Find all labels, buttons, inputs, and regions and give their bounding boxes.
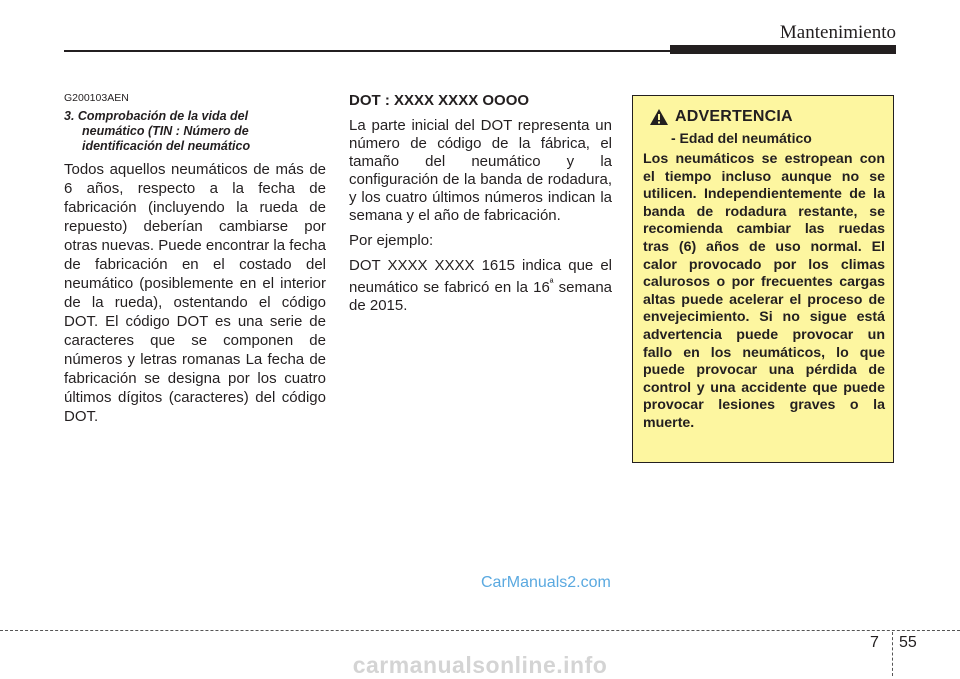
warning-header [649,108,793,126]
dot-example-text: DOT XXXX XXXX 1615 indica que el neumático se fabricó en la 16 [349,257,612,296]
dot-paragraph-1: La parte inicial del DOT representa un número de código de la fábrica, el tamaño del neumático y la configuración de la banda de rodadura, y los cuatro últimos números indican la semana y el año de fabricación. [349,117,612,224]
section-title-line2: neumático (TIN : Número de [82,124,249,138]
dot-heading: DOT : XXXX XXXX OOOO [349,92,530,109]
page-header-title: Mantenimiento [779,22,896,43]
ordinal-superscript: ª [549,278,554,289]
section-body: Todos aquellos neumáticos de más de 6 años, respecto a la fecha de fabricación (incluyendo la rueda de repuesto) deberían cambiarse por otras nuevas. Puede encontrar la fecha de fabricación en el costado del neumático (posiblemente en el interior de la rueda), ostentando el código DOT. El código DOT es una serie de caracteres que se componen de números y letras romanas La fecha de fabricación se designa por los cuatro últimos dígitos (caracteres) del código DOT. [64,161,326,425]
page-number: 55 [899,634,917,651]
dot-paragraph-2: Por ejemplo: [349,232,434,249]
middle-column [349,92,612,315]
warning-subtitle: - Edad del neumático [671,130,812,146]
warning-title: ADVERTENCIA [675,108,793,125]
dot-example-text-end: semana de 2015. [349,279,612,314]
warning-body: Los neumáticos se estropean con el tiempo incluso aunque no se utilicen. Independientemente de la banda de rodadura restante, se recomienda cambiar las ruedas tras (6) años de uso normal. El calor provocado por los climas calurosos o por frecuentes cargas altas puede acelerar el proceso de envejecimiento. Si no sigue está advertencia puede provocar un fallo en los neumáticos, lo que puede provocar una pérdida de control y una accidente que puede provocar lesiones graves o la muerte. [643,151,885,431]
section-title-line1: 3. Comprobación de la vida del [64,109,249,123]
watermark-link[interactable]: CarManuals2.com [481,574,611,591]
footer-site-watermark[interactable]: carmanualsonline.info [352,652,608,678]
left-column [64,92,326,426]
footer-divider [0,630,960,631]
warning-box [632,95,894,463]
section-code: G200103AEN [64,92,129,104]
section-title [64,109,326,154]
header-rule [64,50,674,52]
dot-paragraph-3 [349,257,612,315]
chapter-number: 7 [870,634,879,651]
warning-triangle-icon [649,108,669,126]
header-rule-bar [670,45,896,54]
section-title-line3: identificación del neumático [82,139,251,153]
